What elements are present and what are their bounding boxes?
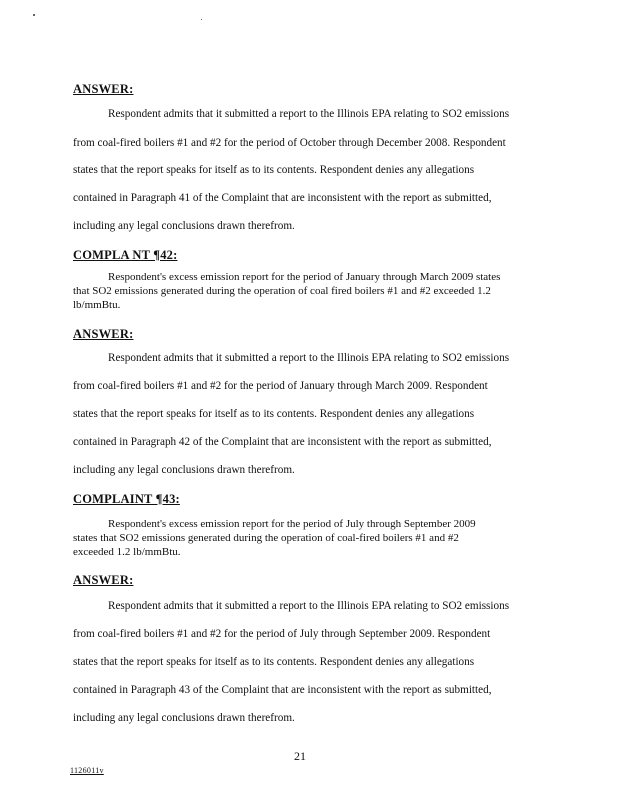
answer-line: Respondent admits that it submitted a report to the Illinois EPA relating to SO2 emissions — [108, 600, 510, 612]
answer-line: including any legal conclusions drawn therefrom. — [73, 712, 295, 724]
answer-line: states that the report speaks for itself as to its contents. Respondent denies any allegations — [73, 408, 475, 420]
answer-line: including any legal conclusions drawn therefrom. — [73, 464, 295, 476]
answer-line: states that the report speaks for itself as to its contents. Respondent denies any allegations — [73, 164, 475, 176]
complaint-heading: COMPLA NT ¶42: — [73, 248, 178, 262]
answer-line: states that the report speaks for itself as to its contents. Respondent denies any allegations — [73, 656, 475, 668]
answer-line: contained in Paragraph 43 of the Complaint that are inconsistent with the report as submitted, — [73, 684, 492, 696]
answer-heading: ANSWER: — [73, 327, 134, 341]
answer-line: Respondent admits that it submitted a report to the Illinois EPA relating to SO2 emissions — [108, 352, 510, 364]
answer-line: from coal-fired boilers #1 and #2 for the period of January through March 2009. Respondent — [73, 380, 488, 392]
answer-line: Respondent admits that it submitted a report to the Illinois EPA relating to SO2 emissions — [108, 108, 510, 120]
answer-line: from coal-fired boilers #1 and #2 for the period of July through September 2009. Respondent — [73, 628, 491, 640]
page-number: 21 — [294, 749, 306, 763]
answer-line: contained in Paragraph 41 of the Complaint that are inconsistent with the report as submitted, — [73, 192, 492, 204]
complaint-line: lb/mmBtu. — [73, 299, 121, 311]
scan-speck — [201, 19, 202, 20]
document-id: 1126011v — [70, 766, 104, 775]
complaint-line: exceeded 1.2 lb/mmBtu. — [73, 546, 181, 558]
scan-speck — [33, 14, 35, 16]
complaint-line: Respondent's excess emission report for the period of July through September 2009 — [108, 518, 476, 530]
answer-heading: ANSWER: — [73, 573, 134, 587]
answer-line: from coal-fired boilers #1 and #2 for the period of October through December 2008. Respondent — [73, 137, 506, 149]
complaint-line: that SO2 emissions generated during the operation of coal fired boilers #1 and #2 exceeded 1.2 — [73, 285, 491, 297]
answer-line: contained in Paragraph 42 of the Complaint that are inconsistent with the report as submitted, — [73, 436, 492, 448]
complaint-heading: COMPLAINT ¶43: — [73, 492, 180, 506]
complaint-line: states that SO2 emissions generated during the operation of coal-fired boilers #1 and #2 — [73, 532, 459, 544]
answer-line: including any legal conclusions drawn therefrom. — [73, 220, 295, 232]
complaint-line: Respondent's excess emission report for the period of January through March 2009 states — [108, 271, 501, 283]
answer-heading: ANSWER: — [73, 82, 134, 96]
